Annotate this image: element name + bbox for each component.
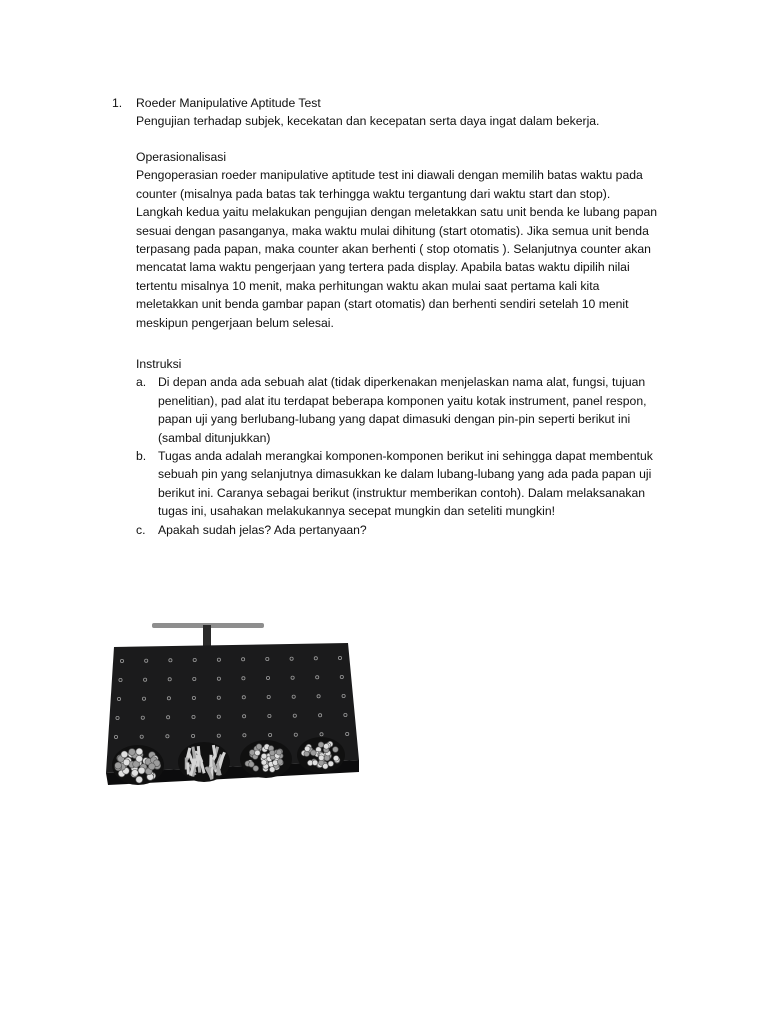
component-piece bbox=[249, 762, 255, 768]
component-piece bbox=[269, 750, 275, 756]
operasionalisasi-section bbox=[136, 148, 676, 332]
component-piece bbox=[305, 746, 311, 752]
list-line: berikut ini. Caranya sebagai berikut (instruktur memberikan contoh). Dalam melaksanakan bbox=[158, 485, 646, 500]
component-piece bbox=[249, 750, 255, 756]
component-bin-collars bbox=[240, 740, 292, 778]
component-piece bbox=[261, 753, 267, 759]
component-piece bbox=[148, 763, 155, 770]
component-piece bbox=[276, 750, 282, 756]
operasionalisasi-line: mencatat lama waktu pengerjaan yang tertera pada display. Apabila batas waktu dipilih nilai bbox=[136, 260, 630, 275]
list-line: Apakah sudah jelas? Ada pertanyaan? bbox=[158, 522, 367, 537]
component-piece bbox=[253, 766, 259, 772]
component-piece bbox=[129, 749, 136, 756]
operasionalisasi-line: terpasang pada papan, maka counter akan berhenti ( stop otomatis ). Selanjutnya counter akan bbox=[136, 242, 651, 257]
operasionalisasi-line: Langkah kedua yaitu melakukan pengujian dengan meletakkan satu unit benda ke lubang papan bbox=[136, 205, 658, 220]
list-line: tugas ini, usahakan melakukannya secepat mungkin dan seteliti mungkin! bbox=[158, 504, 556, 519]
operasionalisasi-line: tertentu misalnya 10 menit, maka perhitungan waktu akan mulai saat pertama kali kita bbox=[136, 278, 600, 293]
component-piece bbox=[277, 759, 283, 765]
component-piece bbox=[136, 776, 143, 783]
component-piece bbox=[333, 747, 339, 753]
component-piece bbox=[318, 742, 324, 748]
list-line: papan uji yang berlubang-lubang yang dapat dimasuki dengan pin-pin seperti berikut ini bbox=[158, 412, 631, 427]
component-piece bbox=[261, 760, 267, 766]
instruksi-item-a bbox=[136, 373, 676, 447]
section-subtitle: Pengujian terhadap subjek, kecekatan dan kecepatan serta daya ingat dalam bekerja. bbox=[136, 114, 600, 129]
list-line: (sambal ditunjukkan) bbox=[158, 430, 271, 445]
operasionalisasi-line: sesuai dengan pasanganya, maka waktu mulai dihitung (start otomatis). Jika semua unit benda bbox=[136, 223, 649, 238]
section-number: 1. bbox=[112, 96, 123, 110]
component-piece bbox=[136, 748, 143, 755]
component-bin-washers bbox=[297, 737, 345, 773]
component-bin-nuts bbox=[112, 745, 164, 785]
component-piece bbox=[312, 760, 318, 766]
operasionalisasi-line: meletakkan unit benda gambar papan (start otomatis) dan berhenti sendiri setelah 10 menit bbox=[136, 297, 629, 312]
list-line: Di depan anda ada sebuah alat (tidak diperkenakan menjelaskan nama alat, fungsi, tujuan bbox=[158, 375, 646, 390]
list-marker: a. bbox=[136, 375, 147, 390]
component-piece bbox=[209, 755, 212, 767]
component-piece bbox=[333, 756, 339, 762]
list-line: penelitian), pad alat itu terdapat beberapa komponen yaitu kotak instrument, panel respon, bbox=[158, 393, 647, 408]
component-piece bbox=[186, 762, 190, 774]
component-piece bbox=[255, 750, 261, 756]
component-piece bbox=[132, 770, 139, 777]
operasionalisasi-line: meskipun pengerjaan belum selesai. bbox=[136, 315, 334, 330]
component-piece bbox=[311, 750, 317, 756]
list-line: sebuah pin yang selanjutnya dimasukkan ke dalam lubang-lubang yang ada pada papan uji bbox=[158, 467, 652, 482]
component-piece bbox=[256, 744, 262, 750]
instruksi-item-b bbox=[136, 447, 676, 521]
component-piece bbox=[328, 761, 334, 767]
list-line: Tugas anda adalah merangkai komponen-komponen berikut ini sehingga dapat membentuk bbox=[158, 449, 653, 464]
operasionalisasi-line: Pengoperasian roeder manipulative aptitude test ini diawali dengan memilih batas waktu pada bbox=[136, 168, 643, 183]
component-bin-pins bbox=[178, 742, 230, 782]
operasionalisasi-line: counter (misalnya pada batas tak terhingga waktu tergantung dari waktu start dan stop). bbox=[136, 186, 611, 201]
instruksi-item-c bbox=[136, 521, 676, 539]
operasionalisasi-heading: Operasionalisasi bbox=[136, 150, 227, 164]
component-piece bbox=[269, 767, 275, 773]
component-piece bbox=[123, 759, 130, 766]
instruksi-section bbox=[136, 355, 676, 539]
component-piece bbox=[138, 767, 145, 774]
component-piece bbox=[136, 755, 143, 762]
instruksi-heading: Instruksi bbox=[136, 357, 182, 371]
component-piece bbox=[319, 755, 325, 761]
component-piece bbox=[121, 751, 128, 758]
test-board-photo bbox=[96, 575, 371, 825]
component-piece bbox=[324, 744, 330, 750]
section-title: Roeder Manipulative Aptitude Test bbox=[136, 96, 321, 110]
list-marker: c. bbox=[136, 522, 146, 537]
list-marker: b. bbox=[136, 449, 147, 464]
section-header bbox=[136, 94, 676, 131]
component-piece bbox=[115, 762, 122, 769]
